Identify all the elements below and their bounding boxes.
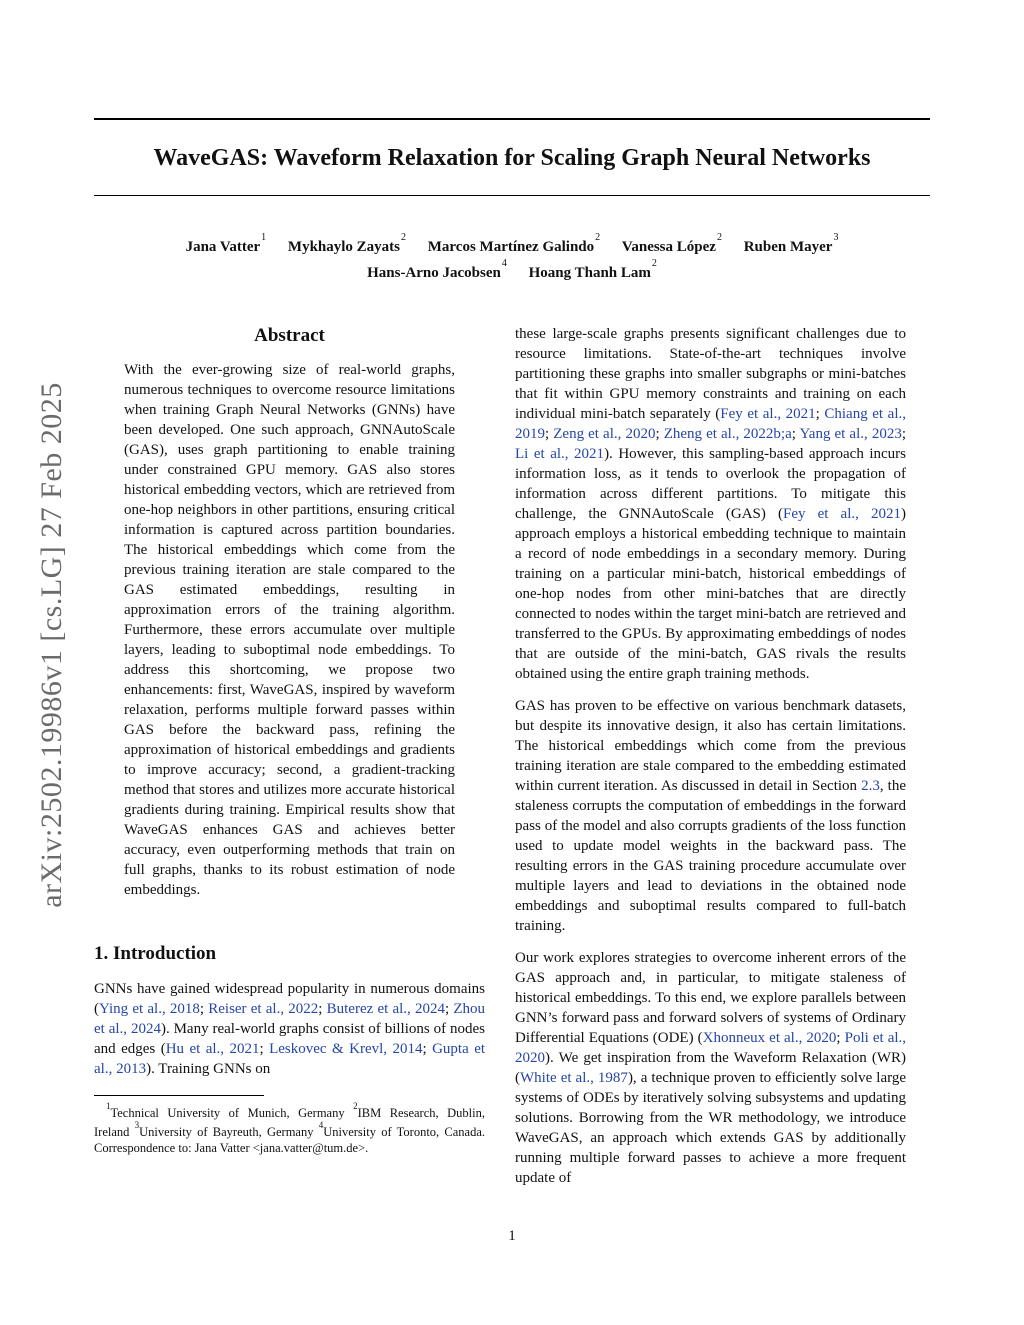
text-segment: ; <box>444 1000 454 1017</box>
introduction-paragraph <box>94 979 485 1079</box>
citation-link[interactable]: Chiang et al., 2019 <box>515 405 906 442</box>
text-segment: ; <box>422 1040 433 1057</box>
footnote-marker: 3 <box>134 1120 140 1131</box>
text-segment: ; <box>259 1040 270 1057</box>
text-segment: ), a technique proven to efficiently solve large systems of ODEs by iteratively solving subsystems and updating solutions. Borrowing from the WR methodology, we introduce WaveGAS, an approach which extends GAS by additionally running multiple forward passes to achieve a more frequent update of <box>515 1069 906 1186</box>
abstract-text: With the ever-growing size of real-world graphs, numerous techniques to overcome resource limitations when training Graph Neural Networks (GNNs) have been developed. One such approach, GNNAutoScale (GAS), uses graph partitioning to enable training under constrained GPU memory. GAS also stores historical embedding vectors, which are retrieved from one-hop neighbors in other partitions, ensuring critical information is captured across partition boundaries. The historical embeddings which come from the previous training iteration are stale compared to the GAS estimated embeddings, resulting in approximation errors of the training algorithm. Furthermore, these errors accumulate over multiple layers, leading to suboptimal node embeddings. To address this shortcoming, we propose two enhancements: first, WaveGAS, inspired by waveform relaxation, performs multiple forward passes within GAS before the backward pass, refining the approximation of historical embeddings and gradients to improve accuracy; second, a gradient-tracking method that stores and utilizes more accurate historical gradients during training. Empirical results show that WaveGAS enhances GAS and achieves better accuracy, even outperforming methods that train on full graphs, thanks to its robust estimation of node embeddings. <box>124 361 455 898</box>
text-segment: ; <box>901 425 906 442</box>
abstract-heading: Abstract <box>254 324 325 346</box>
text-segment: ). Training GNNs on <box>146 1060 271 1077</box>
two-column-body <box>94 324 930 1200</box>
author-name: Vanessa López <box>621 238 716 255</box>
footnote-text <box>94 1102 485 1157</box>
text-segment: University of Toronto, Canada. Correspondence to: Jana Vatter <jana.vatter@tum.de>. <box>94 1125 486 1156</box>
text-segment: ; <box>545 425 554 442</box>
title-rule-bottom <box>94 195 930 196</box>
citation-link[interactable]: White et al., 1987 <box>520 1069 628 1086</box>
citation-link[interactable]: Fey et al., 2021 <box>720 405 816 422</box>
page-number: 1 <box>508 1228 516 1244</box>
text-segment: ; <box>318 1000 327 1017</box>
author-list <box>94 232 930 284</box>
footnote-marker: 4 <box>318 1120 324 1131</box>
text-segment: ; <box>199 1000 209 1017</box>
text-segment: IBM Research, Dublin, Ireland <box>94 1105 485 1140</box>
right-column-paragraph-2 <box>515 696 906 936</box>
footnote-marker: 1 <box>106 1100 111 1111</box>
author-name: Ruben Mayer <box>743 238 833 255</box>
text-segment: ) approach employs a historical embedding technique to maintain a record of node embeddings in a secondary memory. During training on a particular mini-batch, historical embeddings of one-hop nodes from other mini-batches that are directly connected to nodes within the target mini-batch are retrieved and transferred to the GPUs. By approximating embeddings of nodes that are outside of the mini-batch, GAS rivals the results obtained using the entire graph training methods. <box>515 505 907 682</box>
text-segment: GNNs have gained widespread popularity in numerous domains ( <box>94 980 485 1017</box>
text-segment: Our work explores strategies to overcome inherent errors of the GAS approach and, in particular, to mitigate staleness of historical embeddings. To this end, we explore parallels between GNN’s forward pass and forward solvers of systems of Ordinary Differential Equations (ODE) ( <box>515 949 906 1046</box>
citation-link[interactable]: Li et al., 2021 <box>515 445 605 462</box>
author-name: Jana Vatter <box>185 238 261 255</box>
author <box>427 231 601 255</box>
author-name: Mykhaylo Zayats <box>287 238 401 255</box>
author-line-2 <box>94 258 930 284</box>
text-segment: ). However, this sampling-based approach incurs information loss, as it tends to overlook the propagation of information across different partitions. To mitigate this challenge, the GNNAutoScale (GAS) ( <box>515 445 906 522</box>
citation-link[interactable]: Zeng et al., 2020 <box>553 425 656 442</box>
text-segment: GAS has proven to be effective on various benchmark datasets, but despite its innovative design, it also has certain limitations. The historical embeddings which come from the previous training iteration are stale compared to the embedding estimated within current iteration. As discussed in detail in Section <box>515 697 906 794</box>
author-line-1 <box>94 232 930 258</box>
author-affiliation-mark: 2 <box>651 257 657 269</box>
left-column <box>94 324 485 1200</box>
author <box>621 231 722 255</box>
title-rule-top <box>94 118 930 120</box>
citation-link[interactable]: Gupta et al., 2013 <box>94 1040 486 1077</box>
author <box>367 257 507 281</box>
text-segment: Technical University of Munich, Germany <box>110 1105 354 1120</box>
author-affiliation-mark: 2 <box>595 231 601 243</box>
author-name: Hans-Arno Jacobsen <box>367 264 501 281</box>
right-column-paragraph-3 <box>515 948 906 1188</box>
author-affiliation-mark: 4 <box>501 257 507 269</box>
author-affiliation-mark: 2 <box>401 231 407 243</box>
text-segment: ). Many real-world graphs consist of billions of nodes and edges ( <box>94 1020 485 1057</box>
citation-link[interactable]: Fey et al., 2021 <box>783 505 902 522</box>
section-heading-introduction: 1. Introduction <box>94 942 217 964</box>
citation-link[interactable]: Ying et al., 2018 <box>99 1000 200 1017</box>
citation-link[interactable]: Zhou et al., 2024 <box>94 1000 485 1037</box>
text-segment: ). We get inspiration from the Waveform Relaxation (WR) ( <box>515 1049 906 1086</box>
arxiv-watermark: arXiv:2502.19986v1 [cs.LG] 27 Feb 2025 <box>35 382 68 908</box>
author <box>185 231 267 255</box>
author <box>528 257 657 281</box>
text-segment: ; <box>815 405 825 422</box>
citation-link[interactable]: Hu et al., 2021 <box>165 1040 260 1057</box>
text-segment: University of Bayreuth, Germany <box>139 1125 319 1140</box>
citation-link[interactable]: Yang et al., 2023 <box>799 425 902 442</box>
citation-link[interactable]: Reiser et al., 2022 <box>208 1000 319 1017</box>
text-segment: ; <box>791 425 800 442</box>
citation-link[interactable]: 2.3 <box>861 777 880 794</box>
text-segment: ; <box>836 1029 845 1046</box>
author-affiliation-mark: 2 <box>716 231 722 243</box>
text-segment: ; <box>655 425 664 442</box>
right-column <box>515 324 906 1200</box>
footnote-rule <box>94 1095 264 1096</box>
citation-link[interactable]: Buterez et al., 2024 <box>326 1000 445 1017</box>
author <box>287 231 407 255</box>
author <box>743 231 839 255</box>
author-affiliation-mark: 1 <box>261 231 267 243</box>
paper-title: WaveGAS: Waveform Relaxation for Scaling Graph Neural Networks <box>153 145 871 171</box>
citation-link[interactable]: Leskovec & Krevl, 2014 <box>269 1040 423 1057</box>
citation-link[interactable]: Poli et al., 2020 <box>515 1029 907 1066</box>
text-segment: , the staleness corrupts the computation of embeddings in the forward pass of the model and also corrupts gradients of the loss function used to update model weights in the backward pass. The resulting errors in the GAS training procedure accumulate over multiple layers and lead to deviations in the obtained node embeddings and suboptimal results compared to full-batch training. <box>515 777 906 934</box>
right-column-paragraph-1 <box>515 324 906 684</box>
author-name: Hoang Thanh Lam <box>528 264 651 281</box>
citation-link[interactable]: Zheng et al., 2022b;a <box>663 425 792 442</box>
author-affiliation-mark: 3 <box>833 231 839 243</box>
citation-link[interactable]: Xhonneux et al., 2020 <box>702 1029 837 1046</box>
paper-content <box>94 118 930 1200</box>
author-name: Marcos Martínez Galindo <box>427 238 595 255</box>
text-segment: these large-scale graphs presents significant challenges due to resource limitations. State-of-the-art techniques involve partitioning these graphs into smaller subgraphs or mini-batches that fit within GPU memory constraints and training on each individual mini-batch separately ( <box>515 325 906 422</box>
footnote-marker: 2 <box>353 1100 358 1111</box>
footnote <box>94 1095 485 1157</box>
